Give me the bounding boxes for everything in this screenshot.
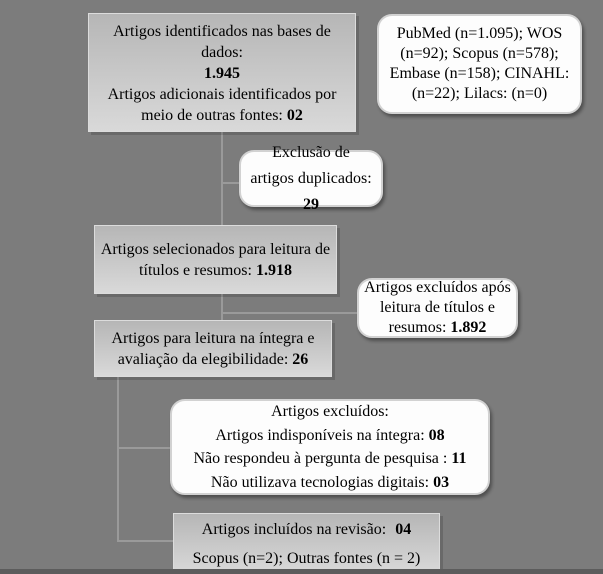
full-text-line: Artigos para leitura na íntegra e avaliação da elegibilidade: — [111, 329, 315, 368]
box-articles-identified — [88, 13, 356, 132]
reason-no-digital-tech-count: 03 — [433, 473, 450, 491]
reason-no-answer-count: 11 — [451, 450, 467, 467]
bottom-border-strip — [0, 569, 603, 574]
title-screening-line: Artigos selecionados para leitura de títulos e resumos: — [100, 240, 331, 279]
full-text-text — [99, 328, 327, 370]
identified-count: 1.945 — [204, 65, 240, 82]
box-duplicates-excluded — [239, 143, 383, 213]
connector-identified-to-screening — [221, 132, 223, 225]
identified-line1: Artigos identificados nas bases de dados: — [113, 23, 331, 61]
reason-unavailable-text: Artigos indisponíveis na íntegra: — [215, 426, 429, 444]
connector-to-excluded-screening-box — [221, 312, 357, 314]
box-excluded-full-text — [170, 399, 490, 495]
connector-to-excluded-fulltext-box — [117, 447, 170, 449]
duplicates-text — [249, 140, 373, 218]
reason-unavailable-count: 08 — [428, 426, 445, 444]
connector-to-duplicates-box — [221, 182, 239, 184]
connector-fulltext-to-included — [117, 377, 119, 542]
included-count-line — [178, 515, 435, 544]
duplicates-line: Exclusão de artigos duplicados: — [250, 143, 372, 187]
box-full-text-eligibility — [94, 320, 332, 377]
duplicates-count: 29 — [303, 195, 319, 213]
box-database-counts — [377, 14, 582, 114]
excluded-reason-no-answer — [178, 447, 482, 471]
database-counts-text: PubMed (n=1.095); WOS (n=92); Scopus (n=578); Embase (n=158); CINAHL: (n=22); Lilacs: (n=0) — [389, 25, 570, 102]
box-excluded-after-screening — [357, 278, 518, 338]
identified-other-sources-text — [93, 84, 351, 126]
identified-databases-text — [93, 21, 351, 84]
excluded-screening-count: 1.892 — [450, 319, 487, 336]
included-count: 04 — [395, 520, 412, 538]
connector-screening-to-fulltext — [221, 294, 223, 320]
reason-no-answer-text: Não respondeu à pergunta de pesquisa : — [193, 450, 452, 467]
box-included-in-review — [173, 513, 440, 574]
excluded-reason-unavailable — [178, 424, 482, 448]
title-screening-text — [99, 239, 332, 281]
connector-to-included-box — [117, 540, 173, 542]
excluded-screening-text — [363, 278, 512, 338]
included-sources-line: Scopus (n=2); Outras fontes (n = 2) — [192, 549, 421, 567]
other-sources-line: Artigos adicionais identificados por meio de outras fontes: — [107, 86, 337, 124]
reason-no-digital-tech-text: Não utilizava tecnologias digitais: — [210, 473, 434, 491]
excluded-screening-line: Artigos excluídos após leitura de títulos e resumos: — [364, 279, 511, 336]
included-text: Artigos incluídos na revisão: — [201, 520, 391, 538]
box-title-abstract-screening — [94, 225, 337, 294]
other-sources-count: 02 — [286, 107, 303, 124]
excluded-reason-no-digital-tech — [178, 471, 482, 495]
full-text-count: 26 — [292, 350, 309, 368]
title-screening-count: 1.918 — [255, 261, 292, 279]
excluded-fulltext-title: Artigos excluídos: — [271, 403, 389, 420]
